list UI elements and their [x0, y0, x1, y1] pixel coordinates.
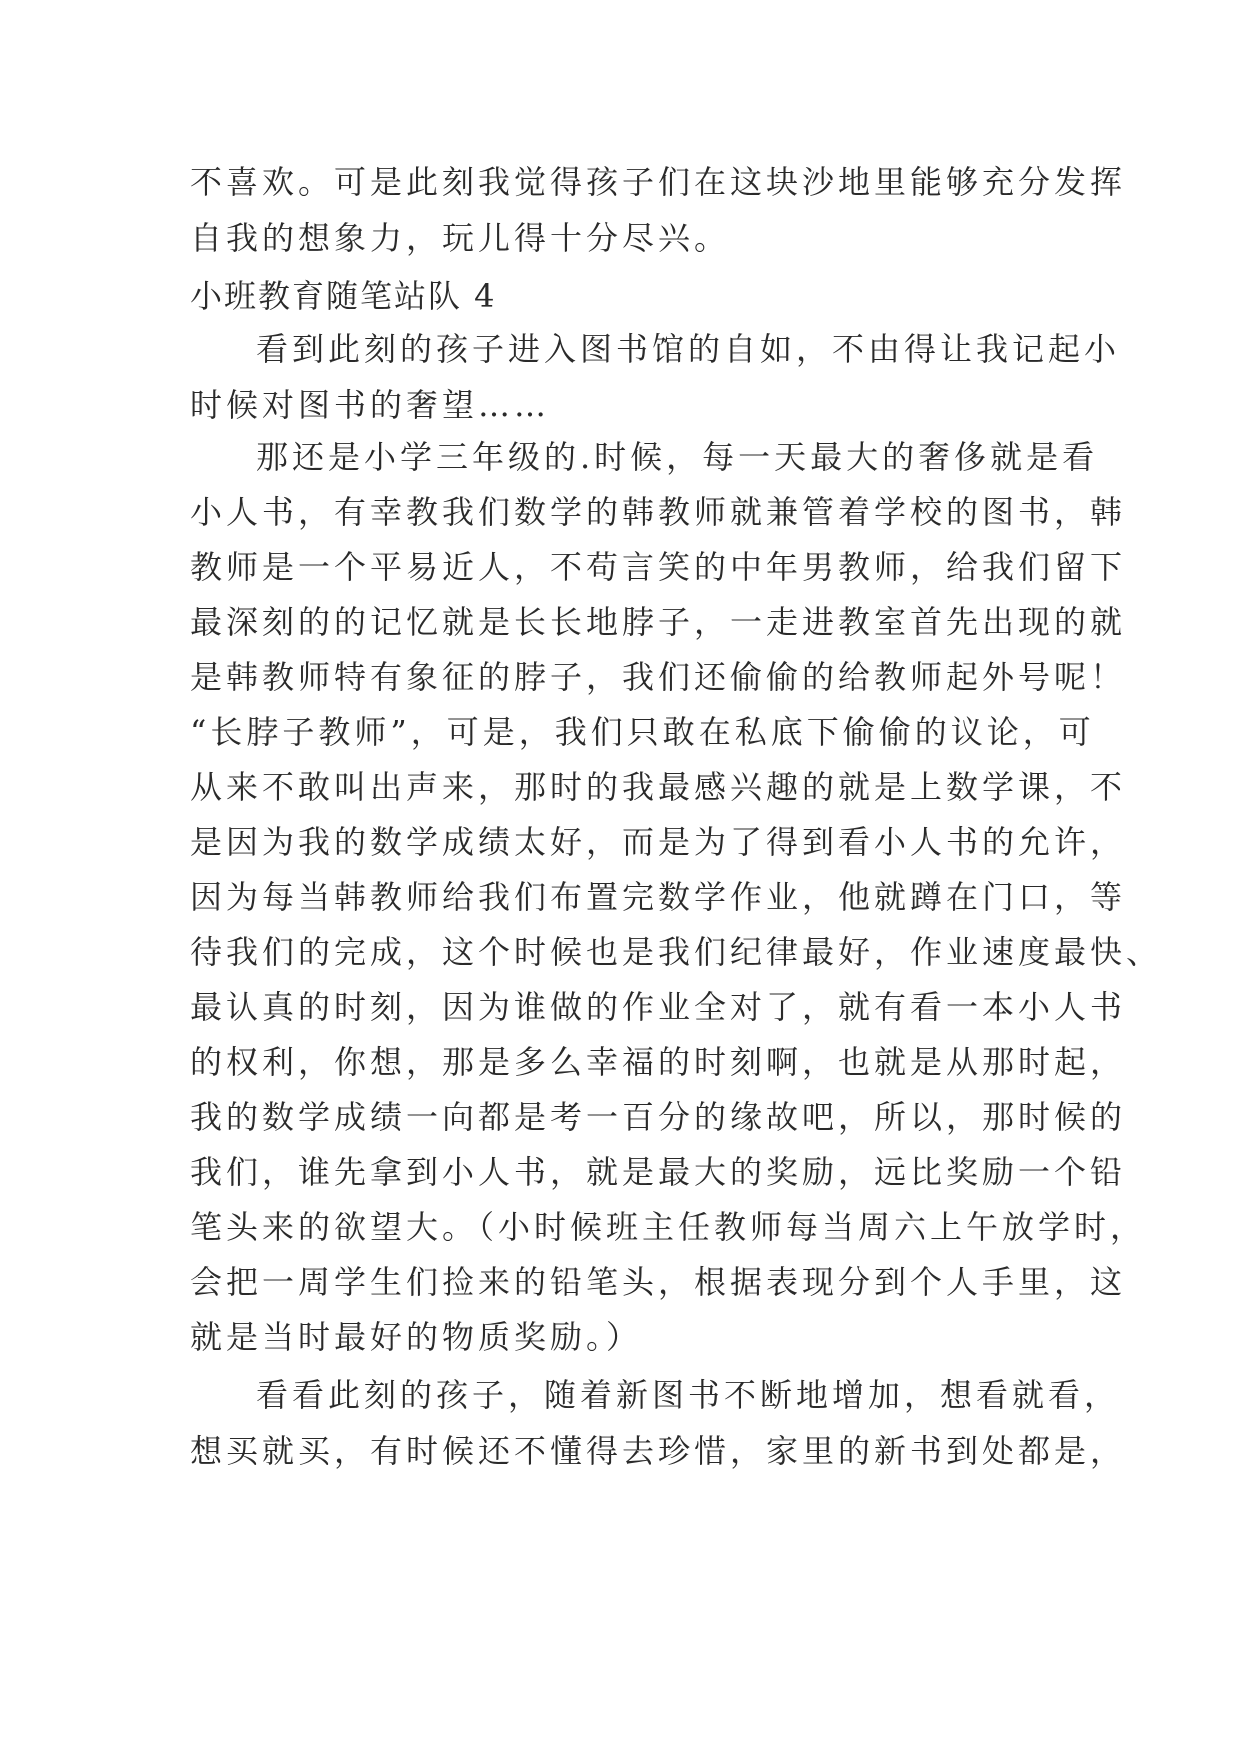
text-line: 不喜欢。可是此刻我觉得孩子们在这块沙地里能够充分发挥 [190, 163, 1127, 201]
text-line: 我们，谁先拿到小人书，就是最大的奖励，远比奖励一个铅 [190, 1153, 1127, 1191]
text-line: 想买就买，有时候还不懂得去珍惜，家里的新书到处都是， [190, 1432, 1127, 1470]
text-line: 会把一周学生们捡来的铅笔头，根据表现分到个人手里，这 [190, 1263, 1127, 1301]
text-line: 自我的想象力，玩儿得十分尽兴。 [190, 219, 731, 257]
text-line: 的权利，你想，那是多么幸福的时刻啊，也就是从那时起， [190, 1043, 1127, 1081]
text-line: 看到此刻的孩子进入图书馆的自如，不由得让我记起小 [256, 330, 1121, 368]
text-line: 看看此刻的孩子，随着新图书不断地增加，想看就看， [256, 1376, 1121, 1414]
text-line: 小人书，有幸教我们数学的韩教师就兼管着学校的图书，韩 [190, 493, 1127, 531]
text-line: 最认真的时刻，因为谁做的作业全对了，就有看一本小人书 [190, 988, 1127, 1026]
text-line: 笔头来的欲望大。（小时候班主任教师每当周六上午放学时， [190, 1208, 1147, 1246]
text-line: 教师是一个平易近人，不苟言笑的中年男教师，给我们留下 [190, 548, 1127, 586]
text-line: 就是当时最好的物质奖励。） [190, 1318, 643, 1356]
text-line: 是因为我的数学成绩太好，而是为了得到看小人书的允许， [190, 823, 1127, 861]
text-line: 那还是小学三年级的.时候，每一天最大的奢侈就是看 [256, 438, 1099, 476]
text-line: 时候对图书的奢望…… [190, 386, 551, 424]
text-line: “长脖子教师”，可是，我们只敢在私底下偷偷的议论，可 [190, 713, 1095, 751]
text-line: 我的数学成绩一向都是考一百分的缘故吧，所以，那时候的 [190, 1098, 1127, 1136]
section-heading: 小班教育随笔站队 4 [190, 277, 497, 315]
text-line: 是韩教师特有象征的脖子，我们还偷偷的给教师起外号呢！ [190, 658, 1127, 696]
text-line: 最深刻的的记忆就是长长地脖子，一走进教室首先出现的就 [190, 603, 1127, 641]
text-line: 从来不敢叫出声来，那时的我最感兴趣的就是上数学课，不 [190, 768, 1127, 806]
text-line: 因为每当韩教师给我们布置完数学作业，他就蹲在门口，等 [190, 878, 1127, 916]
text-line: 待我们的完成，这个时候也是我们纪律最好，作业速度最快、 [190, 933, 1163, 971]
